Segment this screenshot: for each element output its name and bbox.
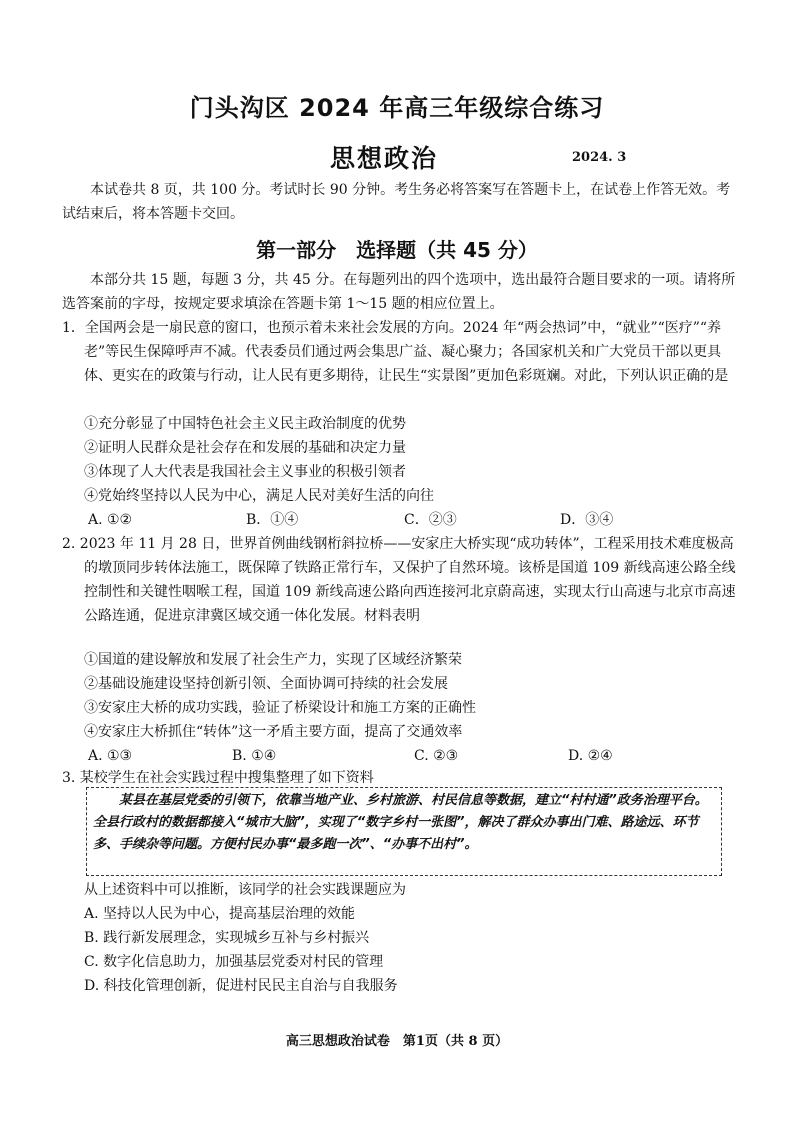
question-1-item: ④党始终坚持以人民为中心，满足人民对美好生活的向往 xyxy=(84,488,434,504)
part1-title: 第一部分 选择题（共 45 分） xyxy=(256,238,538,262)
part1-intro: 本部分共 15 题，每题 3 分，共 45 分。在每题列出的四个选项中，选出最符合题目要求的一项。请将所选答案前的字母，按规定要求填涂在答题卡第 1～15 题的相应位置上。 xyxy=(62,272,736,312)
question-2-choice-c: C. ②③ xyxy=(414,748,459,764)
question-1-choice-b: B．①④ xyxy=(246,512,299,528)
question-3-option-d: D. 科技化管理创新，促进村民民主自治与自我服务 xyxy=(84,978,398,994)
question-1-item: ②证明人民群众是社会存在和发展的基础和决定力量 xyxy=(84,440,406,456)
question-1-choice-a: A. ①② xyxy=(88,512,133,528)
question-3-stem: 3. 某校学生在社会实践过程中搜集整理了如下资料 xyxy=(62,770,374,786)
question-2-item: ②基础设施建设坚持创新引领、全面协调可持续的社会发展 xyxy=(84,676,448,692)
question-2-item: ④安家庄大桥抓住“转体”这一矛盾主要方面，提高了交通效率 xyxy=(84,724,463,740)
question-3-question: 从上述资料中可以推断，该同学的社会实践课题应为 xyxy=(84,882,406,898)
question-2-item: ①国道的建设解放和发展了社会生产力，实现了区域经济繁荣 xyxy=(84,652,462,668)
exam-instructions: 本试卷共 8 页，共 100 分。考试时长 90 分钟。考生务必将答案写在答题卡上，在试卷上作答无效。考试结束后，将本答题卡交回。 xyxy=(62,182,731,222)
exam-date: 2024. 3 xyxy=(572,150,627,165)
question-2-choice-b: B. ①④ xyxy=(232,748,277,764)
question-2-item: ③安家庄大桥的成功实践，验证了桥梁设计和施工方案的正确性 xyxy=(84,700,476,716)
question-2-choice-d: D. ②④ xyxy=(568,748,613,764)
question-3-material-box: 某县在基层党委的引领下，依靠当地产业、乡村旅游、村民信息等数据，建立“村村通”政务治理平台。全县行政村的数据都接入“城市大脑”，实现了“数字乡村一张图”，解决了群众办事出门难、路途远、环节多、手续杂等问题。方便村民办事“最多跑一次”、“办事不出村”。 xyxy=(86,787,722,876)
question-3-option-c: C. 数字化信息助力，加强基层党委对村民的管理 xyxy=(84,954,384,970)
question-1-choice-c: C．②③ xyxy=(404,512,457,528)
subject-title: 思想政治 xyxy=(330,144,439,173)
page-footer: 高三思想政治试卷 第1页（共 8 页） xyxy=(285,1034,509,1049)
question-2-choice-a: A. ①③ xyxy=(88,748,133,764)
question-2 xyxy=(62,532,736,628)
question-1-stem: 1．全国两会是一扇民意的窗口，也预示着未来社会发展的方向。2024 年“两会热词”中，“就业”“医疗”“养老”等民生保障呼声不减。代表委员们通过两会集思广益、凝心聚力；各国家机关和广大党员干部以更具体、更实在的政策与行动，让人民有更多期待，让民生“实景图”更加色彩斑斓。对此，下列认识正确的是 xyxy=(62,320,729,384)
question-1 xyxy=(62,316,736,388)
exam-title: 门头沟区 2024 年高三年级综合练习 xyxy=(189,94,605,122)
question-1-item: ①充分彰显了中国特色社会主义民主政治制度的优势 xyxy=(84,416,406,432)
question-1-choice-d: D．③④ xyxy=(560,512,614,528)
question-1-item: ③体现了人大代表是我国社会主义事业的积极引领者 xyxy=(84,464,406,480)
question-2-stem: 2. 2023 年 11 月 28 日，世界首例曲线钢桁斜拉桥——安家庄大桥实现“成功转体”，工程采用技术难度极高的墩顶同步转体法施工，既保障了铁路正常行车，又保护了自然环境。该桥是国道 109 新线高速公路全线控制性和关键性咽喉工程，国道 109 新线高速公路向西连接河北京蔚高速，实现太行山高速与北京市高速公路连通，促进京津冀区域交通一体化发展。材料表明 xyxy=(62,536,736,624)
question-3-option-b: B. 践行新发展理念，实现城乡互补与乡村振兴 xyxy=(84,930,370,946)
question-3-option-a: A. 坚持以人民为中心，提高基层治理的效能 xyxy=(84,906,356,922)
